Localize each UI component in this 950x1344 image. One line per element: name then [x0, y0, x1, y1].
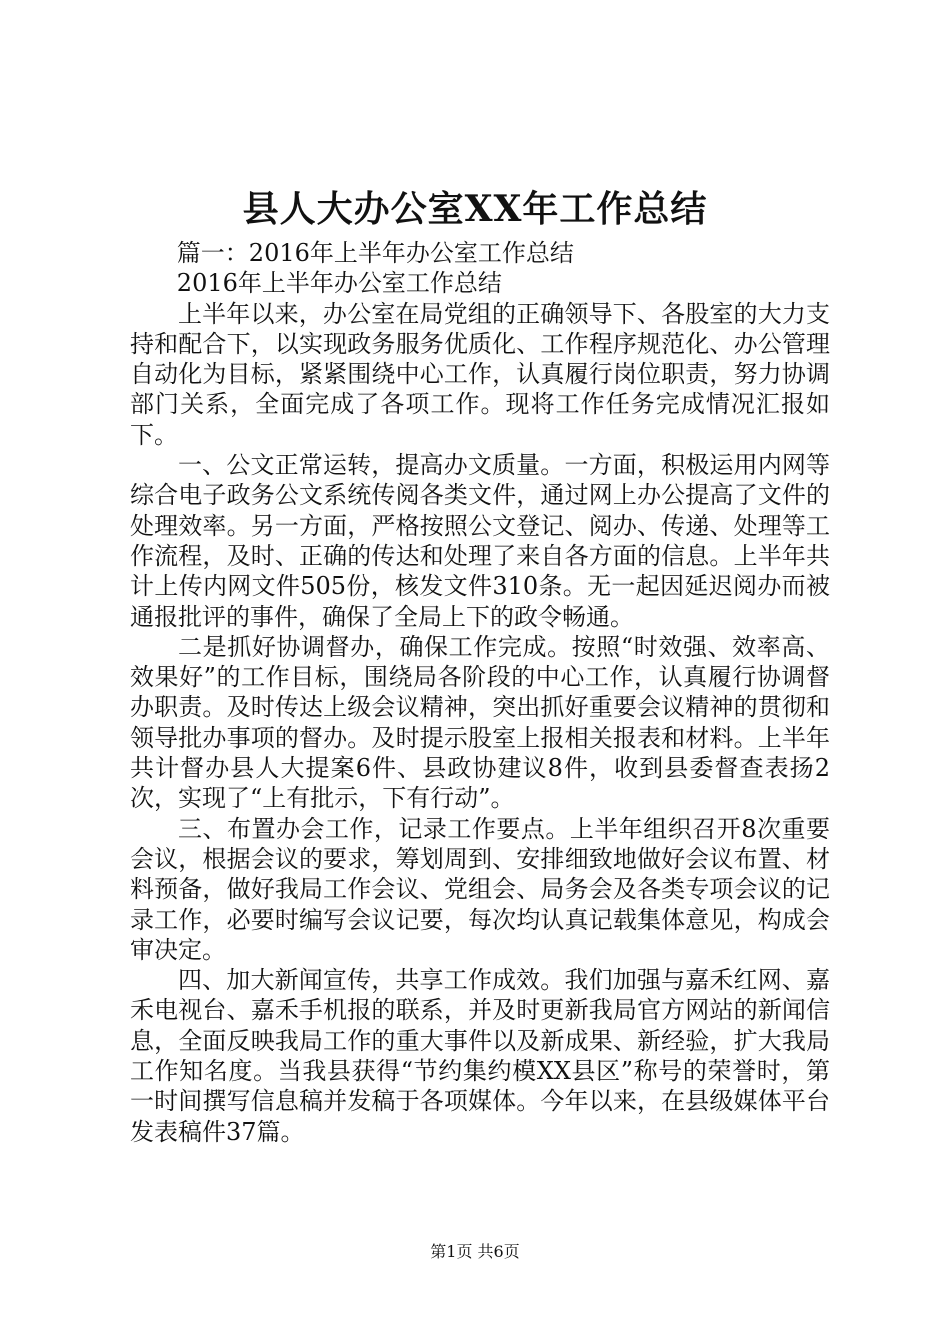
body-paragraph-intro: 上半年以来，办公室在局党组的正确领导下、各股室的大力支持和配合下，以实现政务服务优质化、工作程序规范化、办公管理自动化为目标，紧紧围绕中心工作，认真履行岗位职责，努力协调部门关系，全面完成了各项工作。现将工作任务完成情况汇报如下。 — [130, 299, 830, 449]
body-paragraph-1: 一、公文正常运转，提高办文质量。一方面，积极运用内网等综合电子政务公文系统传阅各类文件，通过网上办公提高了文件的处理效率。另一方面，严格按照公文登记、阅办、传递、处理等工作流程，及时、正确的传达和处理了来自各方面的信息。上半年共计上传内网文件505份，核发文件310条。无一起因延迟阅办而被通报批评的事件，确保了全局上下的政令畅通。 — [130, 451, 830, 631]
body-paragraph-2: 二是抓好协调督办，确保工作完成。按照“时效强、效率高、效果好”的工作目标，围绕局各阶段的中心工作，认真履行协调督办职责。及时传达上级会议精神，突出抓好重要会议精神的贯彻和领导批办事项的督办。及时提示股室上报相关报表和材料。上半年共计督办县人大提案6件、县政协建议8件，收到县委督查表扬2次，实现了“上有批示，下有行动”。 — [130, 632, 830, 813]
page-number-footer: 第1页 共6页 — [430, 1242, 520, 1261]
document-body — [130, 238, 830, 1147]
subtitle: 2016年上半年办公室工作总结 — [176, 269, 502, 298]
body-paragraph-4: 四、加大新闻宣传，共享工作成效。我们加强与嘉禾红网、嘉禾电视台、嘉禾手机报的联系，并及时更新我局官方网站的新闻信息，全面反映我局工作的重大事件以及新成果、新经验，扩大我局工作知名度。当我县获得“节约集约模XX县区”称号的荣誉时，第一时间撰写信息稿并发稿于各项媒体。今年以来，在县级媒体平台发表稿件37篇。 — [130, 966, 830, 1146]
body-paragraph-3: 三、布置办会工作，记录工作要点。上半年组织召开8次重要会议，根据会议的要求，筹划周到、安排细致地做好会议布置、材料预备，做好我局工作会议、党组会、局务会及各类专项会议的记录工作，必要时编写会议记要，每次均认真记载集体意见，构成会审决定。 — [130, 814, 830, 964]
section-heading: 篇一：2016年上半年办公室工作总结 — [176, 239, 574, 267]
document-title: 县人大办公室XX年工作总结 — [242, 188, 708, 230]
